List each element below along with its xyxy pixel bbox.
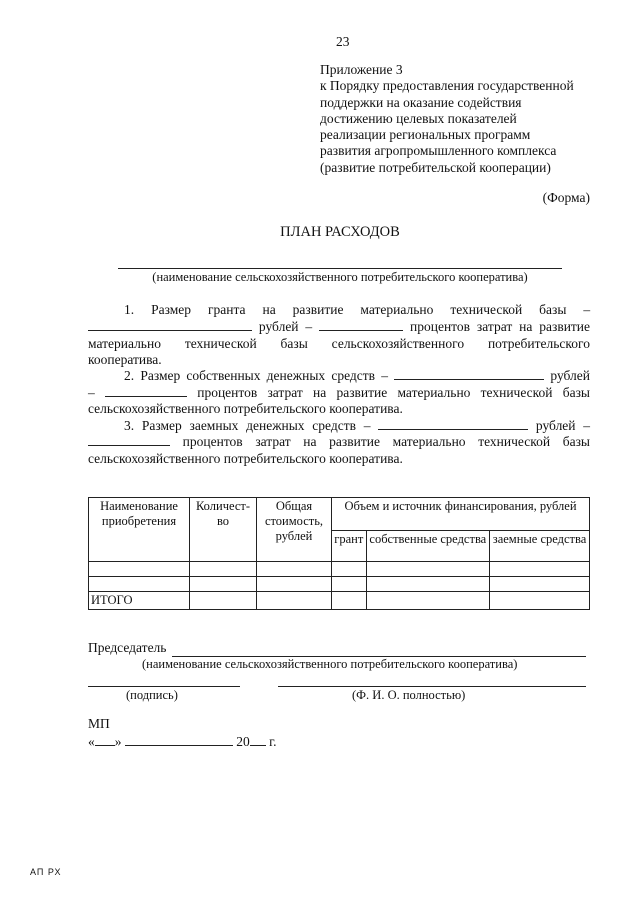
form-label: (Форма) (542, 190, 590, 205)
cell[interactable] (366, 577, 490, 592)
signature-caption: (подпись) (126, 688, 178, 702)
cell[interactable] (490, 562, 590, 577)
grant-amount-blank[interactable] (88, 319, 252, 331)
cell[interactable] (490, 592, 590, 610)
cell[interactable] (490, 577, 590, 592)
day-blank[interactable] (95, 734, 115, 746)
fio-line[interactable] (278, 686, 586, 687)
table-row (89, 562, 590, 577)
cell[interactable] (190, 592, 257, 610)
cell[interactable] (190, 577, 257, 592)
loan-funds-blank[interactable] (378, 418, 528, 430)
coop-caption: (наименование сельскохозяйственного потребительского кооператива) (152, 270, 528, 284)
paragraph-3-line: сельскохозяйственного потребительского кооператива. (88, 451, 403, 466)
document-title: ПЛАН РАСХОДОВ (280, 224, 400, 240)
own-percent-blank[interactable] (105, 385, 187, 397)
header-loan-funds: заемные средства (490, 531, 590, 562)
cell[interactable] (89, 577, 190, 592)
paragraph-2-line: – процентов затрат на развитие материально технической базы (88, 385, 591, 400)
grant-percent-blank[interactable] (319, 319, 403, 331)
month-blank[interactable] (125, 734, 233, 746)
coop-name-line[interactable] (118, 268, 562, 269)
cell[interactable] (89, 562, 190, 577)
date-line: « » 20 г. (88, 734, 277, 749)
paragraph-1-line: кооператива. (88, 352, 162, 367)
paragraph-1-line: рублей – процентов затрат на развитие (88, 319, 590, 335)
paragraph-2-line: 2. Размер собственных денежных средств – рублей (124, 368, 591, 383)
paragraph-1-line: материально технической базы сельскохозяйственного потребительского (88, 336, 590, 351)
appendix-line: поддержки на оказание содействия (320, 94, 522, 110)
signature-line[interactable] (88, 686, 240, 687)
header-funding-source: Объем и источник финансирования, рублей (332, 498, 590, 531)
paragraph-3-line: процентов затрат на развитие материально технической базы (88, 434, 590, 450)
header-own-funds: собственные средства (366, 531, 490, 562)
footer-code: АП РХ (30, 867, 62, 877)
cell[interactable] (257, 577, 332, 592)
total-row (89, 592, 590, 610)
appendix-line: Приложение 3 (320, 62, 403, 77)
chairman-label: Председатель (88, 640, 167, 655)
appendix-line: к Порядку предоставления государственной (320, 78, 574, 94)
cell[interactable] (332, 592, 367, 610)
fio-caption: (Ф. И. О. полностью) (352, 688, 466, 702)
paragraph-3-line: 3. Размер заемных денежных средств – рублей – (124, 418, 590, 433)
chairman-caption: (наименование сельскохозяйственного потребительского кооператива) (142, 657, 518, 671)
cell[interactable] (190, 562, 257, 577)
year-blank[interactable] (250, 734, 266, 746)
appendix-line: (развитие потребительской кооперации) (320, 159, 551, 175)
appendix-line: достижению целевых показателей (320, 110, 517, 126)
total-label: ИТОГО (89, 592, 190, 610)
header-total-cost: Общая стоимость, рублей (257, 498, 332, 562)
cell[interactable] (257, 592, 332, 610)
cell[interactable] (332, 577, 367, 592)
own-funds-blank[interactable] (394, 368, 544, 380)
paragraph-2-line: сельскохозяйственного потребительского кооператива. (88, 401, 403, 416)
appendix-line: реализации региональных программ (320, 127, 531, 143)
paragraph-1-line: 1. Размер гранта на развитие материально технической базы – (124, 302, 591, 317)
page-number: 23 (336, 34, 350, 49)
stamp-label: МП (88, 716, 110, 731)
cell[interactable] (366, 562, 490, 577)
expense-table (88, 497, 590, 610)
appendix-line: развития агропромышленного комплекса (320, 143, 557, 159)
header-name: Наименование приобретения (89, 498, 190, 562)
cell[interactable] (366, 592, 490, 610)
header-quantity: Количест-во (190, 498, 257, 562)
cell[interactable] (332, 562, 367, 577)
cell[interactable] (257, 562, 332, 577)
header-grant: грант (332, 531, 367, 562)
loan-percent-blank[interactable] (88, 434, 170, 446)
appendix-block (320, 62, 574, 176)
table-row (89, 577, 590, 592)
